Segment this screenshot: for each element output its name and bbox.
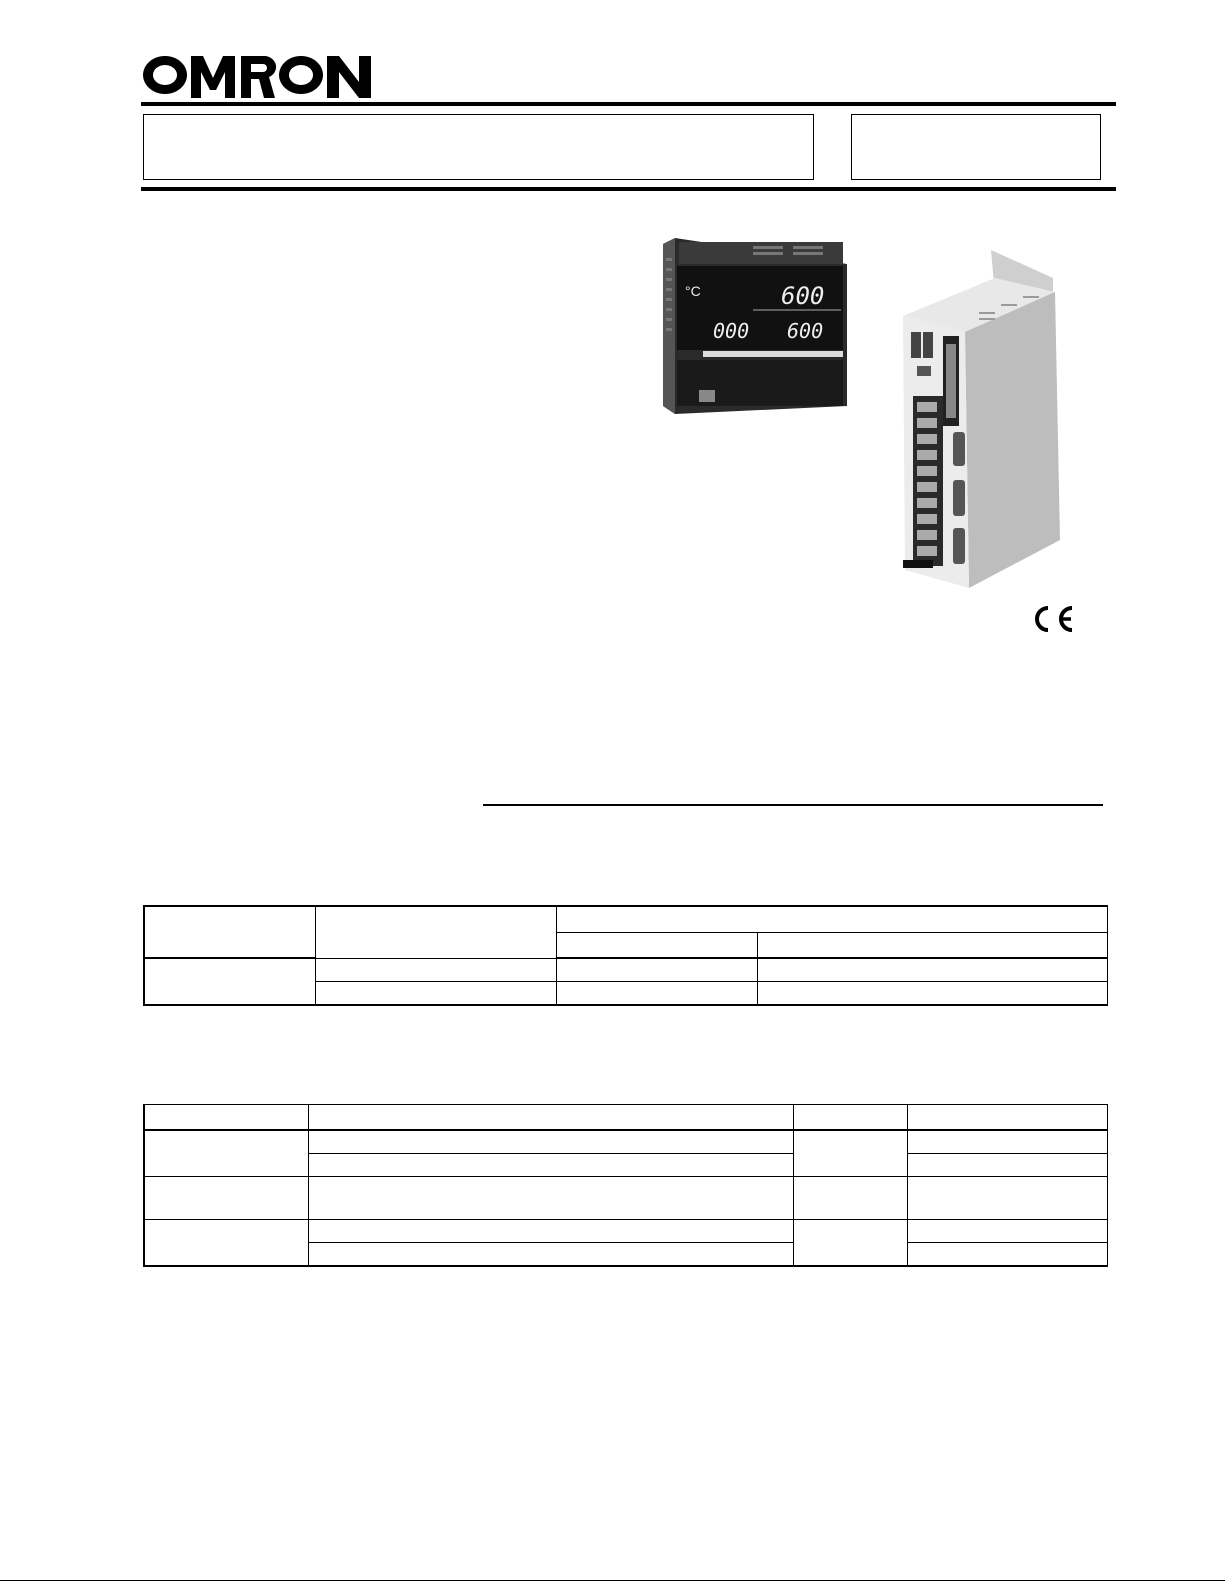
table-cell [556, 958, 757, 981]
document-code-box [851, 114, 1101, 180]
table-header-cell [907, 1105, 1107, 1131]
table-cell [793, 1177, 907, 1220]
table-cell [144, 1220, 308, 1267]
table-header-cell [757, 933, 1107, 959]
header-top-rule [141, 102, 1116, 106]
document-title-box [143, 114, 814, 180]
table-cell [144, 1177, 308, 1220]
table-row [144, 1130, 1107, 1154]
table-header-row [144, 1105, 1107, 1131]
display-pv: 600 [781, 282, 825, 310]
table-header-cell [144, 906, 315, 958]
table-header-cell [144, 1105, 308, 1131]
temperature-controller-photo [663, 238, 847, 414]
table-cell [907, 1243, 1107, 1267]
table-header-cell [793, 1105, 907, 1131]
display-unit: °C [685, 283, 701, 299]
communication-unit-photo [895, 250, 1070, 602]
table-header-row [144, 906, 1107, 933]
table-cell [315, 981, 556, 1005]
table-cell [308, 1130, 793, 1154]
table-header-cell [315, 906, 556, 958]
table-cell [907, 1154, 1107, 1177]
table-cell [144, 1130, 308, 1177]
table-header-cell [308, 1105, 793, 1131]
table-row [144, 1177, 1107, 1220]
omron-logo [141, 50, 373, 100]
table-cell [757, 981, 1107, 1005]
table-cell [907, 1177, 1107, 1220]
section-divider [483, 804, 1103, 806]
table-cell [793, 1130, 907, 1177]
ce-mark [1031, 604, 1077, 634]
display-sv: 600 [787, 319, 824, 343]
page-bottom-rule [0, 1580, 1225, 1581]
table-row [144, 1220, 1107, 1243]
specifications-table [143, 1104, 1108, 1267]
display-small: 000 [713, 319, 750, 343]
table-cell [308, 1220, 793, 1243]
table-header-cell [556, 933, 757, 959]
ordering-table [143, 905, 1108, 1006]
table-cell [556, 981, 757, 1005]
table-cell [907, 1220, 1107, 1243]
table-header-cell [556, 906, 1107, 933]
table-cell [308, 1177, 793, 1220]
table-cell [144, 958, 315, 1005]
table-cell [757, 958, 1107, 981]
table-cell [907, 1130, 1107, 1154]
table-cell [308, 1243, 793, 1267]
table-row [144, 958, 1107, 981]
table-cell [308, 1154, 793, 1177]
table-cell [793, 1220, 907, 1267]
header-bottom-rule [141, 187, 1116, 191]
table-cell [315, 958, 556, 981]
